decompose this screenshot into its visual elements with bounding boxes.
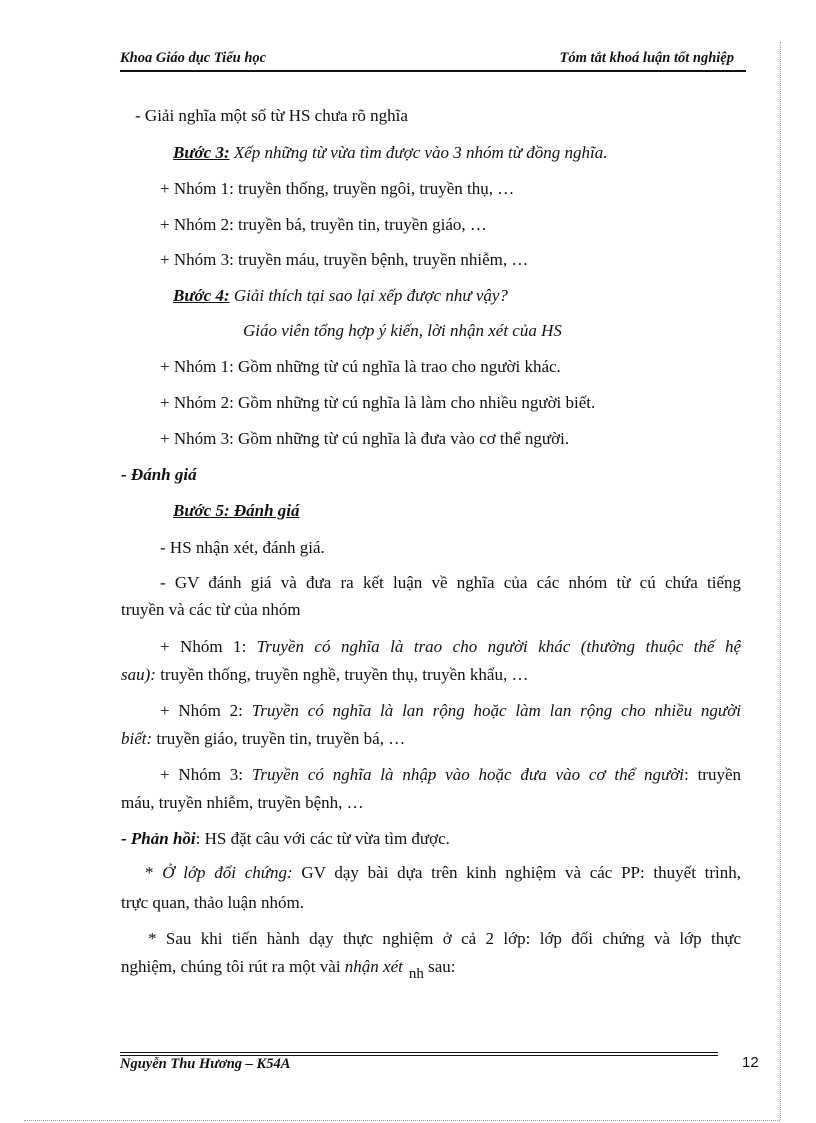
conclusion-group-3-meaning: Truyền có nghĩa là nhập vào hoặc đưa vào cơ thể người bbox=[242, 765, 685, 784]
conclusion-group-3 bbox=[160, 764, 741, 786]
evaluation-heading: - Đánh giá bbox=[121, 465, 197, 484]
footer-rule-top bbox=[120, 1052, 718, 1053]
conclusion-group-2-cont bbox=[121, 728, 405, 750]
feedback-text: : HS đặt câu với các từ vừa tìm được. bbox=[195, 829, 450, 848]
header-faculty: Khoa Giáo dục Tiểu học bbox=[120, 50, 267, 66]
conclusion-group-3-label: + Nhóm 3: bbox=[160, 765, 243, 784]
conclusion-group-1-cont bbox=[121, 664, 528, 686]
after-teaching-tail: sau: bbox=[423, 957, 456, 976]
conclusion-group-2-meaning: Truyền có nghĩa là lan rộng hoặc làm lan rộng cho nhiều người bbox=[242, 701, 742, 720]
group-2-list: + Nhóm 2: truyền bá, truyền tin, truyền giáo, … bbox=[160, 215, 487, 234]
step-3-label: Bước 3: bbox=[173, 143, 230, 162]
conclusion-group-1-sau: sau): bbox=[121, 665, 156, 684]
conclusion-group-2-words: truyền giáo, truyền tin, truyền bá, … bbox=[152, 729, 406, 748]
header-doc-title: Tóm tắt khoá luận tốt nghiệp bbox=[559, 50, 734, 66]
step-4 bbox=[173, 285, 508, 307]
conclusion-group-3-cont: máu, truyền nhiễm, truyền bệnh, … bbox=[121, 793, 364, 812]
teacher-conclusion-line2: truyền và các từ của nhóm bbox=[121, 600, 301, 619]
page-number: 12 bbox=[742, 1054, 759, 1071]
step-5: Bước 5: Đánh giá bbox=[173, 501, 300, 520]
conclusion-group-2-label: + Nhóm 2: bbox=[160, 701, 243, 720]
control-class-star: * bbox=[145, 863, 163, 882]
step-3 bbox=[173, 142, 608, 164]
page-border-bottom bbox=[24, 1120, 780, 1121]
conclusion-group-3-text: : truyền bbox=[684, 765, 742, 784]
explain-group-3: + Nhóm 3: Gồm những từ cú nghĩa là đưa vào cơ thể người. bbox=[160, 429, 570, 448]
after-teaching-observations: nhận xét bbox=[344, 957, 403, 976]
conclusion-group-1-label: + Nhóm 1: bbox=[160, 637, 247, 656]
after-teaching-line2 bbox=[121, 956, 456, 982]
conclusion-group-1-words: truyền thống, truyền nghề, truyền thụ, truyền khẩu, … bbox=[155, 665, 529, 684]
after-teaching-line1: * Sau khi tiến hành dạy thực nghiệm ở cả 2 lớp: lớp đối chứng và lớp thực bbox=[148, 929, 741, 948]
student-feedback: - HS nhận xét, đánh giá. bbox=[160, 538, 325, 557]
feedback-label: - Phản hồi bbox=[121, 829, 196, 848]
conclusion-group-1 bbox=[160, 636, 741, 658]
control-class-line1 bbox=[145, 862, 741, 884]
conclusion-group-2 bbox=[160, 700, 741, 722]
footer-author: Nguyễn Thu Hương – K54A bbox=[120, 1056, 291, 1072]
line-explain-words: - Giải nghĩa một số từ HS chưa rõ nghĩa bbox=[135, 106, 408, 125]
teacher-conclusion-line1: - GV đánh giá và đưa ra kết luận về nghĩa của các nhóm từ cú chứa tiếng bbox=[160, 573, 741, 592]
step-3-text: Xếp những từ vừa tìm được vào 3 nhóm từ đồng nghĩa. bbox=[229, 143, 608, 162]
after-teaching-text: nghiệm, chúng tôi rút ra một vài bbox=[121, 957, 345, 976]
control-class-label: Ở lớp đối chứng: bbox=[162, 863, 293, 882]
control-class-text: GV dạy bài dựa trên kinh nghiệm và các PP: thuyết trình, bbox=[292, 863, 741, 882]
explain-group-1: + Nhóm 1: Gồm những từ cú nghĩa là trao cho người khác. bbox=[160, 357, 561, 376]
group-3-list: + Nhóm 3: truyền máu, truyền bệnh, truyền nhiễm, … bbox=[160, 250, 529, 269]
step-4-label: Bước 4: bbox=[173, 286, 230, 305]
control-class-line2: trực quan, thảo luận nhóm. bbox=[121, 893, 304, 912]
group-1-list: + Nhóm 1: truyền thống, truyền ngôi, truyền thụ, … bbox=[160, 179, 515, 198]
conclusion-group-2-biet: biết: bbox=[121, 729, 153, 748]
feedback-line bbox=[121, 828, 450, 850]
page-border-right bbox=[780, 42, 781, 1120]
step-4-text: Giải thích tại sao lại xếp được như vậy? bbox=[229, 286, 508, 305]
explain-group-2: + Nhóm 2: Gồm những từ cú nghĩa là làm cho nhiều người biết. bbox=[160, 393, 596, 412]
after-teaching-stray-text: nh bbox=[408, 966, 424, 982]
teacher-summary: Giáo viên tổng hợp ý kiến, lời nhận xét của HS bbox=[243, 321, 562, 340]
conclusion-group-1-meaning: Truyền có nghĩa là trao cho người khác (thường thuộc thế hệ bbox=[246, 637, 742, 656]
page-header bbox=[120, 50, 746, 72]
